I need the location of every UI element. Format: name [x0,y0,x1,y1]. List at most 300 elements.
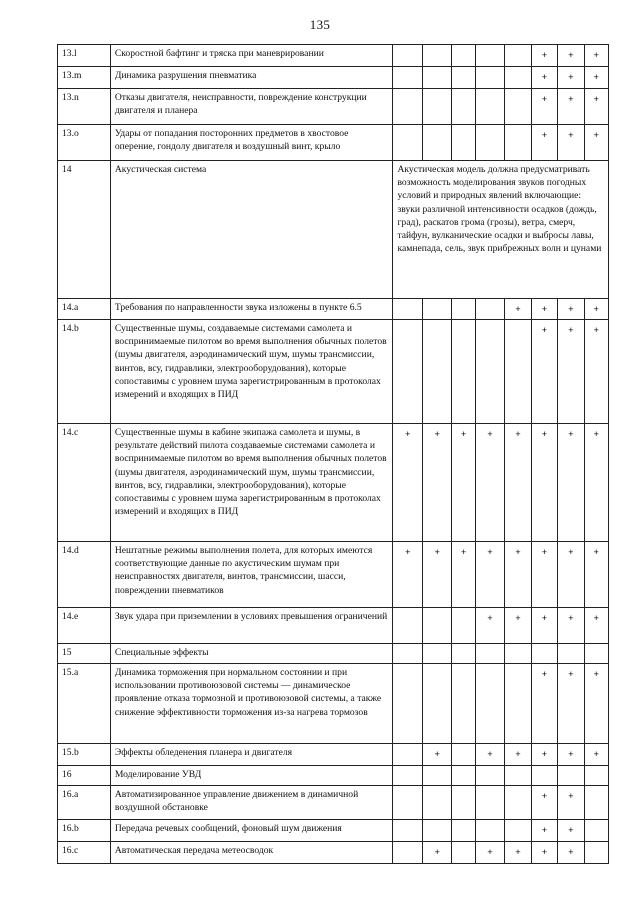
applicability-cell [505,608,531,644]
applicability-cell [558,67,584,89]
applicability-cell [422,125,451,161]
applicability-cell [558,608,584,644]
row-code: 15.b [58,744,111,766]
applicability-mark [509,822,526,824]
row-note: Акустическая модель должна предусматривать возможность моделирования звуков погодных условий и природных явлений включающие: звуки различной интенсивности осадков (дождь, град), раскатов грома (грозы), ветра, смерч, тайфун, вулканические осадки и выбросы лавы, камнепада, сель, звук прибрежных волн и цунами [393,161,609,299]
row-code: 15 [58,644,111,664]
table-row [58,125,609,161]
applicability-mark [456,746,470,748]
table-row [58,161,609,299]
applicability-cell [505,664,531,744]
applicability-mark [456,844,470,846]
applicability-mark [397,301,417,303]
applicability-mark: + [541,94,548,105]
row-code: 14.b [58,320,111,424]
requirements-table [57,44,609,864]
applicability-mark [427,646,447,648]
row-description: Моделирование УВД [110,766,393,786]
applicability-mark [427,768,447,770]
applicability-mark [397,127,417,129]
applicability-cell [422,424,451,542]
applicability-cell [531,424,557,542]
applicability-mark [509,127,526,129]
applicability-mark [427,788,447,790]
applicability-mark [589,646,604,648]
applicability-mark: + [515,304,521,315]
applicability-mark: + [541,130,548,141]
page-number: 135 [309,17,331,32]
applicability-cell [584,67,608,89]
applicability-cell [558,786,584,820]
applicability-cell [422,299,451,320]
applicability-mark [427,301,447,303]
row-code: 14.a [58,299,111,320]
applicability-cell [584,299,608,320]
applicability-cell [452,89,475,125]
applicability-mark: + [515,429,521,440]
applicability-cell [558,45,584,67]
row-description: Динамика торможения при нормальном состоянии и при использовании противоюзовой системы — динамическое проявление отказа тормозной и противоюзовой системы, а также снижение эффективности торможения из-за нагрева тормозов [110,664,393,744]
table-row [58,766,609,786]
applicability-mark [480,822,500,824]
row-code: 14.e [58,608,111,644]
applicability-mark: + [568,72,574,83]
applicability-mark [427,666,447,668]
applicability-cell [452,842,475,864]
applicability-cell [584,644,608,664]
applicability-cell [452,45,475,67]
row-code: 16.a [58,786,111,820]
applicability-mark: + [541,669,548,680]
applicability-cell [393,786,422,820]
applicability-mark: + [541,304,548,315]
applicability-cell [584,424,608,542]
applicability-mark: + [593,130,599,141]
applicability-mark [397,666,417,668]
applicability-cell [558,744,584,766]
applicability-cell [505,644,531,664]
applicability-mark [456,610,470,612]
applicability-mark: + [460,429,467,440]
applicability-cell [452,786,475,820]
applicability-mark [509,69,526,71]
applicability-mark [397,746,417,748]
row-description: Существенные шумы, создаваемые системами самолета и воспринимаемые пилотом во время выполнения обычных полетов (шумы двигателя, аэродинамический шум, шумы трансмиссии, винтов, всу, гидравлики, электрооборудования), которые сопоставимы с уровнем шума зарегистрированным в протоколах измерений и входящих в ПИД [110,320,393,424]
applicability-cell [505,125,531,161]
applicability-cell [531,664,557,744]
applicability-mark: + [515,547,521,558]
row-code: 16.c [58,842,111,864]
applicability-mark: + [541,749,548,760]
table-row [58,424,609,542]
applicability-cell [584,320,608,424]
applicability-cell [531,608,557,644]
applicability-mark: + [434,749,440,760]
row-code: 13.n [58,89,111,125]
applicability-mark [427,91,447,93]
applicability-mark: + [404,429,411,440]
applicability-cell [584,842,608,864]
applicability-mark [456,666,470,668]
applicability-cell [452,766,475,786]
applicability-mark: + [434,847,440,858]
table-row [58,45,609,67]
applicability-cell [558,820,584,842]
applicability-mark [427,127,447,129]
row-code: 16.b [58,820,111,842]
applicability-mark: + [568,130,574,141]
applicability-cell [531,299,557,320]
applicability-mark [397,47,417,49]
applicability-mark: + [593,547,599,558]
table-row [58,664,609,744]
applicability-cell [531,786,557,820]
applicability-mark: + [568,429,574,440]
applicability-mark [562,646,579,648]
table-row [58,644,609,664]
applicability-cell [475,744,504,766]
applicability-cell [475,766,504,786]
applicability-cell [584,786,608,820]
applicability-cell [452,608,475,644]
applicability-mark: + [568,94,574,105]
applicability-mark: + [515,613,521,624]
applicability-mark [509,47,526,49]
applicability-cell [558,299,584,320]
applicability-mark [509,788,526,790]
applicability-cell [452,67,475,89]
applicability-cell [584,664,608,744]
row-code: 14.c [58,424,111,542]
applicability-mark: + [541,547,548,558]
table-row [58,320,609,424]
applicability-cell [393,820,422,842]
applicability-mark: + [487,749,493,760]
applicability-mark [456,301,470,303]
applicability-cell [584,125,608,161]
applicability-cell [422,320,451,424]
row-code: 14 [58,161,111,299]
applicability-cell [452,644,475,664]
applicability-cell [422,820,451,842]
applicability-mark: + [568,791,574,802]
applicability-mark: + [434,547,440,558]
applicability-mark: + [541,847,548,858]
applicability-mark [397,768,417,770]
applicability-cell [452,299,475,320]
applicability-mark: + [487,547,493,558]
applicability-mark [589,768,604,770]
applicability-mark: + [460,547,467,558]
row-code: 13.o [58,125,111,161]
applicability-cell [422,89,451,125]
applicability-mark: + [541,72,548,83]
applicability-mark [589,844,604,846]
applicability-mark: + [568,547,574,558]
applicability-cell [422,786,451,820]
applicability-mark [427,322,447,324]
applicability-mark [427,47,447,49]
applicability-cell [505,842,531,864]
applicability-mark: + [434,429,440,440]
applicability-cell [531,744,557,766]
applicability-mark: + [568,749,574,760]
applicability-cell [531,320,557,424]
applicability-cell [475,45,504,67]
row-description: Удары от попадания посторонних предметов в хвостовое оперение, гондолу двигателя и воздушный винт, крыло [110,125,393,161]
applicability-mark: + [593,325,599,336]
applicability-mark: + [593,613,599,624]
table-row [58,299,609,320]
applicability-cell [475,542,504,608]
applicability-mark: + [568,825,574,836]
applicability-mark [456,788,470,790]
applicability-mark: + [593,669,599,680]
applicability-cell [505,424,531,542]
applicability-cell [531,820,557,842]
applicability-cell [584,820,608,842]
applicability-cell [393,320,422,424]
applicability-cell [558,766,584,786]
applicability-mark: + [487,613,493,624]
applicability-mark: + [593,94,599,105]
applicability-mark [589,788,604,790]
applicability-mark [397,91,417,93]
applicability-mark: + [541,50,548,61]
applicability-mark [397,322,417,324]
applicability-mark [456,47,470,49]
applicability-cell [558,89,584,125]
applicability-cell [422,644,451,664]
applicability-cell [422,608,451,644]
applicability-mark: + [568,669,574,680]
applicability-mark [480,322,500,324]
applicability-cell [452,820,475,842]
row-code: 13.m [58,67,111,89]
table-row [58,89,609,125]
applicability-cell [505,320,531,424]
applicability-cell [393,766,422,786]
applicability-cell [584,608,608,644]
applicability-mark [509,768,526,770]
applicability-cell [393,608,422,644]
applicability-cell [422,67,451,89]
applicability-cell [452,320,475,424]
applicability-cell [452,744,475,766]
table-row [58,542,609,608]
applicability-cell [505,766,531,786]
applicability-cell [422,744,451,766]
applicability-cell [393,644,422,664]
applicability-cell [505,820,531,842]
applicability-mark: + [487,429,493,440]
applicability-cell [422,664,451,744]
applicability-cell [505,542,531,608]
applicability-mark: + [487,847,493,858]
applicability-cell [475,842,504,864]
applicability-cell [531,45,557,67]
applicability-cell [531,644,557,664]
applicability-cell [393,664,422,744]
applicability-cell [475,320,504,424]
applicability-cell [505,744,531,766]
applicability-mark [456,127,470,129]
requirements-table-body [58,45,609,864]
applicability-mark: + [541,825,548,836]
applicability-cell [422,766,451,786]
applicability-mark [427,822,447,824]
row-description: Существенные шумы в кабине экипажа самолета и шумы, в результате действий пилота создаваемые системами самолета и воспринимаемые пилотом во время выполнения обычных полетов (шумы двигателя, аэродинамический шум, шумы трансмиссии, винтов, всу, гидравлики, электрооборудования), которые сопоставимы с уровнем шума зарегистрированным в протоколах измерений и входящих в ПИД [110,424,393,542]
applicability-cell [393,744,422,766]
row-description: Автоматическая передача метеосводок [110,842,393,864]
row-description: Нештатные режимы выполнения полета, для которых имеются соответствующие данные по акустическим шумам при неисправностях двигателя, винтов, трансмиссии, шасси, повреждении пневматиков [110,542,393,608]
applicability-mark [480,666,500,668]
applicability-cell [475,644,504,664]
applicability-mark [480,69,500,71]
applicability-mark [397,822,417,824]
applicability-cell [475,299,504,320]
applicability-mark [397,844,417,846]
applicability-cell [584,89,608,125]
applicability-mark [480,47,500,49]
applicability-cell [584,542,608,608]
applicability-cell [393,299,422,320]
applicability-cell [475,608,504,644]
row-description: Отказы двигателя, неисправности, повреждение конструкции двигателя и планера [110,89,393,125]
table-row [58,67,609,89]
applicability-cell [531,542,557,608]
applicability-mark [456,69,470,71]
applicability-mark [480,301,500,303]
row-description: Динамика разрушения пневматика [110,67,393,89]
applicability-cell [558,644,584,664]
applicability-cell [475,820,504,842]
applicability-cell [505,786,531,820]
applicability-cell [505,89,531,125]
applicability-cell [393,424,422,542]
applicability-cell [393,842,422,864]
row-code: 16 [58,766,111,786]
row-description: Автоматизированное управление движением в динамичной воздушной обстановке [110,786,393,820]
applicability-cell [584,766,608,786]
applicability-cell [505,45,531,67]
applicability-mark: + [593,749,599,760]
row-description: Требования по направленности звука изложены в пункте 6.5 [110,299,393,320]
row-description: Скоростной бафтинг и тряска при маневрировании [110,45,393,67]
applicability-cell [475,664,504,744]
applicability-cell [422,45,451,67]
table-row [58,608,609,644]
applicability-cell [558,424,584,542]
applicability-cell [475,67,504,89]
applicability-mark [480,91,500,93]
applicability-mark [509,666,526,668]
applicability-mark: + [541,791,548,802]
applicability-mark [397,69,417,71]
applicability-mark: + [568,847,574,858]
table-row [58,786,609,820]
applicability-cell [393,89,422,125]
table-row [58,820,609,842]
row-description: Передача речевых сообщений, фоновый шум движения [110,820,393,842]
applicability-cell [531,842,557,864]
applicability-cell [393,45,422,67]
applicability-mark [397,610,417,612]
applicability-cell [558,842,584,864]
row-code: 14.d [58,542,111,608]
applicability-cell [531,67,557,89]
applicability-cell [531,89,557,125]
applicability-mark [427,610,447,612]
applicability-cell [452,424,475,542]
table-row [58,842,609,864]
applicability-cell [584,45,608,67]
applicability-mark [456,822,470,824]
applicability-cell [452,664,475,744]
applicability-mark [480,788,500,790]
applicability-cell [475,424,504,542]
applicability-mark [509,322,526,324]
applicability-mark: + [568,325,574,336]
applicability-mark [589,822,604,824]
applicability-mark [509,91,526,93]
applicability-mark: + [593,304,599,315]
applicability-mark [397,646,417,648]
row-code: 15.a [58,664,111,744]
row-code: 13.l [58,45,111,67]
applicability-mark [427,69,447,71]
applicability-mark: + [404,547,411,558]
applicability-cell [558,542,584,608]
applicability-mark: + [593,50,599,61]
applicability-mark [397,788,417,790]
applicability-cell [558,125,584,161]
row-description: Эффекты обледенения планера и двигателя [110,744,393,766]
row-description: Звук удара при приземлении в условиях превышения ограничений [110,608,393,644]
table-row [58,744,609,766]
applicability-cell [452,125,475,161]
applicability-mark [536,646,553,648]
applicability-cell [531,766,557,786]
row-description: Специальные эффекты [110,644,393,664]
applicability-cell [393,125,422,161]
applicability-mark: + [568,613,574,624]
applicability-mark [480,127,500,129]
applicability-mark: + [593,72,599,83]
applicability-mark: + [568,50,574,61]
applicability-mark [509,646,526,648]
applicability-mark: + [593,429,599,440]
applicability-mark: + [541,613,548,624]
applicability-cell [452,542,475,608]
applicability-cell [422,842,451,864]
applicability-mark [456,646,470,648]
applicability-mark [480,646,500,648]
applicability-mark [562,768,579,770]
applicability-mark: + [541,429,548,440]
applicability-mark [480,768,500,770]
applicability-cell [422,542,451,608]
row-description: Акустическая система [110,161,393,299]
applicability-mark: + [541,325,548,336]
applicability-mark: + [515,847,521,858]
applicability-mark [456,322,470,324]
applicability-cell [558,320,584,424]
applicability-mark: + [515,749,521,760]
applicability-mark [536,768,553,770]
applicability-cell [475,786,504,820]
applicability-cell [475,125,504,161]
